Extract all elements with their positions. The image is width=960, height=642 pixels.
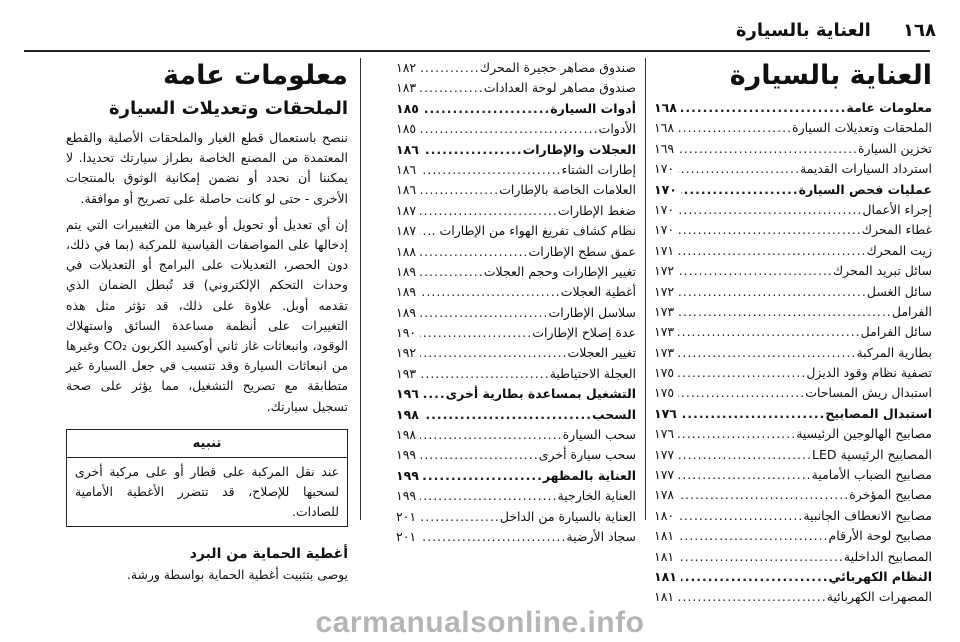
toc-entry[interactable] (654, 343, 932, 363)
toc-entry-title: زيت المحرك (866, 242, 932, 258)
toc-entry[interactable] (654, 322, 932, 342)
toc-entry-page: ١٦٩ (654, 140, 675, 156)
toc-entry-page: ١٨٥ (396, 100, 419, 116)
toc-leader-dots (678, 424, 796, 444)
toc-entry[interactable] (654, 424, 932, 444)
toc-entry[interactable] (396, 58, 636, 78)
toc-entry-title: العجلة الاحتياطية (549, 365, 636, 381)
toc-entry-page: ١٨٧ (396, 223, 417, 239)
toc-entry-title: المصابيح الرئيسية LED (812, 446, 932, 462)
toc-leader-dots (678, 118, 792, 138)
toc-entry-title: سلاسل الإطارات (548, 304, 636, 320)
toc-leader-dots (420, 445, 539, 465)
toc-entry[interactable] (654, 241, 932, 261)
toc-entry-page: ١٧٦ (654, 426, 675, 442)
toc-leader-dots (678, 322, 861, 342)
toc-entry-title: مصابيح الانعطاف الجانبية (803, 507, 932, 523)
header-rule (24, 50, 930, 52)
toc-entry-page: ١٧٧ (654, 446, 675, 462)
toc-leader-dots (678, 159, 800, 179)
toc-entry[interactable] (396, 486, 636, 506)
toc-entry-page: ١٧٦ (654, 405, 677, 421)
toc-entry[interactable] (396, 323, 636, 343)
toc-entry[interactable] (654, 302, 932, 322)
toc-entry-title: الملحقات وتعديلات السيارة (792, 120, 932, 136)
toc-entry-title: تخزين السيارة (857, 140, 932, 156)
toc-entry-title: العلامات الخاصة بالإطارات (499, 182, 636, 198)
toc-entry-title: استبدال المصابيح (825, 405, 932, 421)
toc-entry-page: ١٧٧ (654, 467, 675, 483)
toc-leader-dots (678, 587, 827, 607)
toc-entry[interactable] (654, 567, 932, 587)
toc-leader-dots (423, 384, 446, 404)
toc-entry-title: التشغيل بمساعدة بطارية أخرى (445, 386, 636, 402)
toc-entry[interactable] (654, 404, 932, 424)
toc-entry[interactable] (396, 507, 636, 527)
toc-leader-dots (420, 323, 532, 343)
cold-protection-subtitle: أغطية الحماية من البرد (189, 546, 348, 563)
toc-entry-title: سائل الفرامل (860, 324, 932, 340)
accessories-subtitle: الملحقات وتعديلات السيارة (108, 98, 348, 119)
toc-entry-page: ١٨٣ (396, 80, 417, 96)
toc-leader-dots (678, 547, 844, 567)
toc-entry-title: العناية الخارجية (557, 488, 636, 504)
toc-entry[interactable] (654, 98, 932, 118)
toc-leader-dots (420, 343, 567, 363)
toc-leader-dots (678, 261, 833, 281)
toc-entry-title: عمق سطح الإطارات (528, 243, 636, 259)
toc-leader-dots (423, 140, 523, 160)
toc-entry-title: مصابيح الضباب الأمامية (811, 467, 932, 483)
toc-entry[interactable] (654, 445, 932, 465)
toc-leader-dots (678, 445, 812, 465)
accessories-paragraph-1: ننصح باستعمال قطع الغيار والملحقات الأصلية والقطع المعتمدة من المصنع الخاصة بطراز سيارتك تحديدا. لا يمكننا أن نحدد أو نضمن إمكانية الوثوق بالمنتجات الأخرى - حتى لو كانت حاصلة على تصريح أو موافقة. (66, 130, 348, 206)
toc-entry-page: ١٧٢ (654, 263, 675, 279)
toc-entry[interactable] (396, 180, 636, 200)
toc-entry[interactable] (396, 262, 636, 282)
toc-entry[interactable] (396, 425, 636, 445)
toc-leader-dots (423, 99, 550, 119)
toc-entry-page: ١٧٥ (654, 385, 675, 401)
general-info-title: معلومات عامة (163, 60, 348, 91)
toc-entry[interactable] (396, 445, 636, 465)
toc-entry-title: عمليات فحص السيارة (798, 181, 932, 197)
toc-entry-title: سائل تبريد المحرك (832, 263, 932, 279)
toc-entry-title: مصابيح لوحة الأرقام (828, 528, 932, 544)
toc-leader-dots (420, 282, 561, 302)
toc-entry-page: ١٧٨ (654, 487, 675, 503)
toc-entry[interactable] (654, 180, 932, 200)
toc-entry[interactable] (654, 547, 932, 567)
toc-leader-dots (678, 200, 862, 220)
note-text: عند نقل المركبة على قطار أو على مركبة أخرى لسحبها للإصلاح، قد تتضرر الأغطية الأمامية للصادات. (75, 463, 339, 520)
toc-entry-title: تغيير الإطارات وحجم العجلات (483, 263, 636, 279)
toc-entry-page: ١٦٨ (654, 120, 675, 136)
toc-entry[interactable] (654, 118, 932, 138)
toc-entry[interactable] (654, 220, 932, 240)
toc-entry-page: ١٩٩ (396, 447, 417, 463)
toc-entry-page: ١٨٧ (396, 202, 417, 218)
toc-entry-title: الأدوات (598, 121, 636, 137)
toc-entry[interactable] (654, 526, 932, 546)
toc-entry-page: ١٧١ (654, 242, 675, 258)
toc-leader-dots (420, 527, 566, 547)
toc-entry-title: بطارية المركبة (856, 344, 932, 360)
toc-entry-title: النظام الكهربائي (828, 568, 932, 584)
toc-entry[interactable] (654, 282, 932, 302)
toc-entry-page: ١٨١ (654, 548, 675, 564)
toc-entry[interactable] (396, 282, 636, 302)
toc-leader-dots (420, 262, 484, 282)
toc-entry[interactable] (396, 303, 636, 323)
toc-leader-dots (420, 242, 528, 262)
toc-leader-dots (420, 507, 500, 527)
toc-entry-page: ١٨١ (654, 589, 675, 605)
toc-entry[interactable] (396, 160, 636, 180)
toc-entry-title: العناية بالمظهر (542, 467, 636, 483)
toc-entry-page: ١٨١ (654, 568, 677, 584)
toc-leader-dots (678, 343, 856, 363)
toc-entry-page: ١٨٠ (654, 507, 675, 523)
toc-entry-title: العناية بالسيارة من الداخل (499, 508, 636, 524)
toc-leader-dots (423, 405, 592, 425)
toc-entry-page: ١٧٠ (654, 201, 675, 217)
toc-entry-title: مصابيح الهالوجين الرئيسية (796, 426, 932, 442)
toc-leader-dots (420, 303, 548, 323)
toc-entry-page: ١٩٠ (396, 325, 417, 341)
toc-leader-dots (420, 425, 562, 445)
toc-entry[interactable] (654, 200, 932, 220)
toc-column-middle (396, 58, 636, 547)
chapter-title: العناية بالسيارة (729, 60, 932, 91)
toc-entry[interactable] (654, 363, 932, 383)
toc-entry-title: المصابيح الداخلية (843, 548, 932, 564)
toc-entry[interactable] (654, 485, 932, 505)
toc-entry-page: ١٨٢ (396, 60, 417, 75)
toc-entry[interactable] (396, 140, 636, 160)
toc-entry-page: ١٨٥ (396, 121, 417, 137)
toc-entry-title: المصهرات الكهربائية (826, 589, 932, 605)
toc-entry[interactable] (396, 119, 636, 139)
toc-entry-title: السحب (592, 406, 636, 422)
toc-leader-dots (420, 221, 427, 241)
toc-entry-page: ١٧٣ (654, 324, 675, 340)
toc-entry[interactable] (396, 527, 636, 547)
toc-entry[interactable] (654, 159, 932, 179)
toc-entry[interactable] (396, 466, 636, 486)
toc-entry-page: ٢٠١ (396, 528, 417, 544)
toc-entry-page: ١٩٢ (396, 345, 417, 361)
toc-entry-page: ١٧٠ (654, 181, 677, 197)
toc-entry-page: ١٧٣ (654, 344, 675, 360)
accessories-paragraph-2: إن أي تعديل أو تحويل أو غيرها من التغييرات التي يتم إدخالها على المواصفات القياسية للمركبة (بما في ذلك، دون الحصر، التعديلات على البرامج أو التعديلات في وحدات التحكم الإلكتروني) قد تُبطل الضمان الذي تقدمه أوبل. علاوة على ذلك، قد تؤثر مثل هذه التغييرات على أنظمة مساعدة السائق واستهلاك الوقود، وانبعاثات غاز ثاني أوكسيد الكربون CO₂ وغيرها من انبعاثات السيارة وقد تتسبب في جعل السيارة غير متطابقة مع تصريح التشغيل، مما يؤثر على صحة تسجيل سيارتك. (66, 216, 348, 414)
toc-entry-title: أدوات السيارة (550, 100, 636, 116)
toc-entry-title: استبدال ريش المساحات (805, 385, 932, 401)
page-number: ١٦٨ (903, 20, 936, 41)
toc-entry-title: عدة إصلاح الإطارات (532, 325, 636, 341)
note-heading: تنبيه (67, 430, 347, 458)
toc-entry-page: ١٧٢ (654, 283, 675, 299)
toc-entry-title: صندوق مصاهر حجيرة المحرك (479, 60, 636, 75)
toc-entry-page: ١٧٠ (654, 222, 675, 238)
toc-entry-title: أغطية العجلات (560, 284, 636, 300)
toc-entry-title: سحب سيارة أخرى (538, 447, 636, 463)
toc-entry[interactable] (654, 587, 932, 607)
toc-leader-dots (678, 506, 803, 526)
column-divider (360, 58, 361, 520)
toc-entry[interactable] (396, 384, 636, 404)
toc-entry-page: ١٩٩ (396, 488, 417, 504)
toc-entry-page: ١٨٦ (396, 182, 417, 198)
toc-leader-dots (678, 220, 862, 240)
toc-entry-page: ١٩٨ (396, 406, 419, 422)
toc-leader-dots (681, 567, 829, 587)
header-title: العناية بالسيارة (735, 20, 871, 41)
toc-entry-page: ١٨٦ (396, 141, 419, 157)
toc-column-right (654, 58, 932, 608)
toc-leader-dots (681, 180, 799, 200)
toc-list-middle (396, 58, 636, 547)
toc-leader-dots (420, 160, 561, 180)
toc-leader-dots (678, 302, 892, 322)
toc-leader-dots (678, 282, 867, 302)
toc-entry-page: ٢٠١ (396, 508, 417, 524)
toc-entry[interactable] (396, 242, 636, 262)
toc-leader-dots (420, 58, 480, 78)
toc-entry[interactable] (396, 343, 636, 363)
toc-list-right (654, 98, 932, 608)
toc-entry-page: ١٧٣ (654, 303, 675, 319)
toc-entry-page: ١٨٩ (396, 304, 417, 320)
toc-entry-page: ١٧٥ (654, 365, 675, 381)
cold-protection-text: يوصى بتثبيت أغطية الحماية بواسطة ورشة. (126, 567, 348, 583)
toc-leader-dots (678, 241, 866, 261)
toc-entry[interactable] (654, 139, 932, 159)
toc-entry[interactable] (396, 221, 636, 241)
toc-entry-page: ١٨١ (654, 528, 675, 544)
toc-leader-dots (678, 526, 828, 546)
toc-entry[interactable] (396, 201, 636, 221)
toc-entry[interactable] (396, 405, 636, 425)
toc-entry-title: إجراء الأعمال (862, 201, 932, 217)
toc-entry[interactable] (654, 261, 932, 281)
toc-leader-dots (678, 363, 806, 383)
toc-entry-page: ١٩٦ (396, 386, 419, 402)
toc-entry[interactable] (654, 383, 932, 403)
note-box (66, 429, 348, 528)
toc-entry-title: استرداد السيارات القديمة (799, 161, 932, 177)
toc-leader-dots (420, 119, 598, 139)
toc-entry-title: نظام كشاف تفريغ الهواء من الإطارات .. (427, 223, 636, 239)
toc-entry-title: تصفية نظام وقود الديزل (806, 365, 932, 381)
toc-leader-dots (420, 201, 558, 221)
toc-entry-title: تغيير العجلات (567, 345, 636, 361)
watermark: carmanualsonline.info (315, 606, 645, 639)
toc-entry-page: ١٨٦ (396, 161, 417, 177)
toc-leader-dots (681, 98, 846, 118)
toc-entry-page: ١٨٩ (396, 263, 417, 279)
toc-leader-dots (678, 485, 849, 505)
toc-entry-page: ١٩٣ (396, 365, 417, 381)
page-header (0, 0, 960, 52)
toc-entry-title: معلومات عامة (846, 100, 932, 115)
toc-leader-dots (420, 364, 550, 384)
general-info-column (66, 58, 348, 586)
toc-entry-page: ١٨٨ (396, 243, 417, 259)
toc-entry[interactable] (396, 99, 636, 119)
toc-leader-dots (678, 383, 805, 403)
toc-entry-title: إطارات الشتاء (561, 161, 636, 177)
toc-leader-dots (420, 78, 484, 98)
toc-leader-dots (681, 404, 825, 424)
toc-entry-title: ضغط الإطارات (557, 202, 636, 218)
toc-entry-page: ١٧٠ (654, 161, 675, 177)
toc-entry-title: مصابيح المؤخرة (849, 487, 932, 503)
toc-leader-dots (678, 465, 811, 485)
toc-leader-dots (423, 466, 543, 486)
toc-entry-title: الفرامل (891, 303, 932, 319)
column-divider (645, 58, 646, 520)
toc-leader-dots (420, 486, 557, 506)
toc-entry-title: صندوق مصاهر لوحة العدادات (483, 80, 636, 96)
toc-entry-page: ١٨٩ (396, 284, 417, 300)
toc-entry[interactable] (654, 465, 932, 485)
toc-entry[interactable] (654, 506, 932, 526)
toc-entry[interactable] (396, 364, 636, 384)
toc-entry-title: غطاء المحرك (861, 222, 932, 238)
toc-entry-title: سائل الغسل (866, 283, 932, 299)
toc-entry-title: العجلات والإطارات (522, 141, 636, 157)
toc-leader-dots (420, 180, 499, 200)
toc-entry-page: ١٩٨ (396, 427, 417, 443)
toc-entry-title: سجاد الأرضية (566, 528, 636, 544)
toc-entry[interactable] (396, 78, 636, 98)
toc-entry-page: ١٩٩ (396, 467, 419, 483)
toc-leader-dots (678, 139, 858, 159)
toc-entry-page: ١٦٨ (654, 100, 677, 115)
toc-entry-title: سحب السيارة (562, 427, 636, 443)
